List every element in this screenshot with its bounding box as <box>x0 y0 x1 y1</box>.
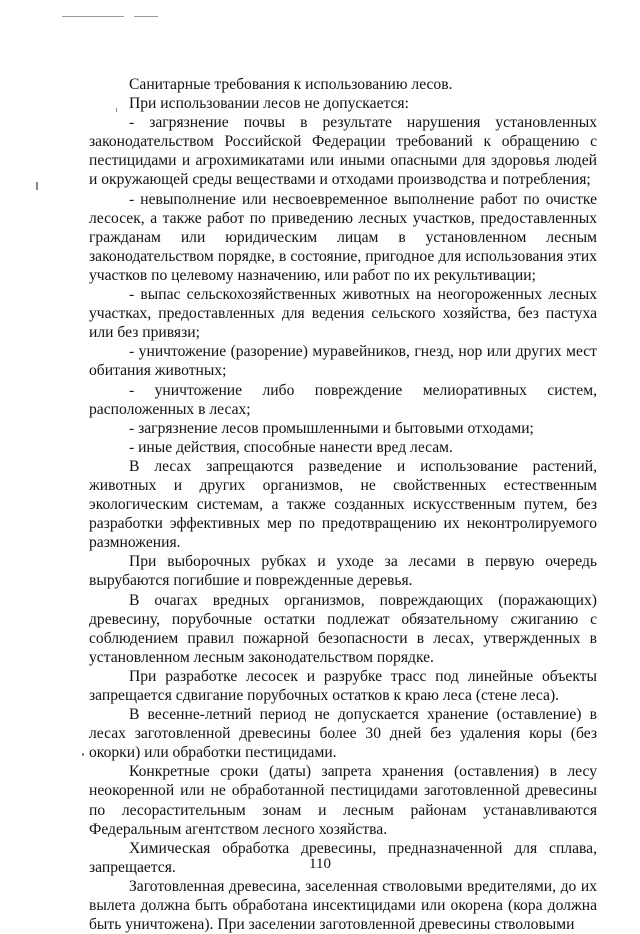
scan-artifact-rule <box>134 16 158 17</box>
paragraph: Химическая обработка древесины, предназначенной для сплава, запрещается. <box>89 839 597 876</box>
list-item: - загрязнение почвы в результате нарушения установленных законодательством Российской Федерации требований к обращению с пестицидами и агрохимикатами или иными опасными для здоровья людей и окружающей среды веществами и отходами производства и потребления; <box>89 114 597 189</box>
section-heading: Санитарные требования к использованию лесов. <box>129 76 453 93</box>
document-body <box>89 75 597 934</box>
scan-artifact-mark <box>82 753 84 756</box>
page-number: 110 <box>309 856 331 872</box>
scan-artifact-mark <box>36 182 38 190</box>
paragraph: В лесах запрещаются разведение и использование растений, животных и других организмов, не свойственных естественным экологическим системам, а также созданных искусственным путем, без разработки эффективных мер по предотвращению их неконтролируемого размножения. <box>89 457 597 552</box>
paragraph: Заготовленная древесина, заселенная стволовыми вредителями, до их вылета должна быть обработана инсектицидами или окорена (кора должна быть уничтожена). При заселении заготовленной древесины стволовыми <box>89 877 597 934</box>
paragraph: В очагах вредных организмов, повреждающих (поражающих) древесину, порубочные остатки подлежат обязательному сжиганию с соблюдением правил пожарной безопасности в лесах, утвержденных в установленном лесным законодательством порядке. <box>89 591 597 666</box>
paragraph: При разработке лесосек и разрубке трасс под линейные объекты запрещается сдвигание порубочных остатков к краю леса (стене леса). <box>89 667 597 704</box>
list-item: - уничтожение (разорение) муравейников, гнезд, нор или других мест обитания животных; <box>89 343 597 380</box>
paragraph: Конкретные сроки (даты) запрета хранения (оставления) в лесу неокоренной или не обработанной пестицидами заготовленной древесины по лесорастительным зонам и лесным районам устанавливаются Федеральным агентством лесного хозяйства. <box>89 763 597 838</box>
list-item: - уничтожение либо повреждение мелиоративных систем, расположенных в лесах; <box>89 381 597 418</box>
paragraph: В весенне-летний период не допускается хранение (оставление) в лесах заготовленной древесины более 30 дней без удаления коры (без окорки) или обработки пестицидами. <box>89 706 597 762</box>
list-item: - иные действия, способные нанести вред лесам. <box>129 438 453 456</box>
list-item: - невыполнение или несвоевременное выполнение работ по очистке лесосек, а также работ по приведению лесных участков, предоставленных гражданам или юридическим лицам в установленном лесным законодательством порядке, в состояние, пригодное для использования этих участков по целевому назначению, или работ по их рекультивации; <box>89 190 597 284</box>
paragraph: При выборочных рубках и уходе за лесами в первую очередь вырубаются погибшие и поврежденные деревья. <box>89 553 597 590</box>
paragraph: При использовании лесов не допускается: <box>129 95 409 113</box>
list-item: - выпас сельскохозяйственных животных на неогороженных лесных участках, предоставленных для ведения сельского хозяйства, без пастуха или без привязи; <box>89 286 597 342</box>
list-item: - загрязнение лесов промышленными и бытовыми отходами; <box>129 419 534 437</box>
scan-artifact-rule <box>62 16 124 17</box>
